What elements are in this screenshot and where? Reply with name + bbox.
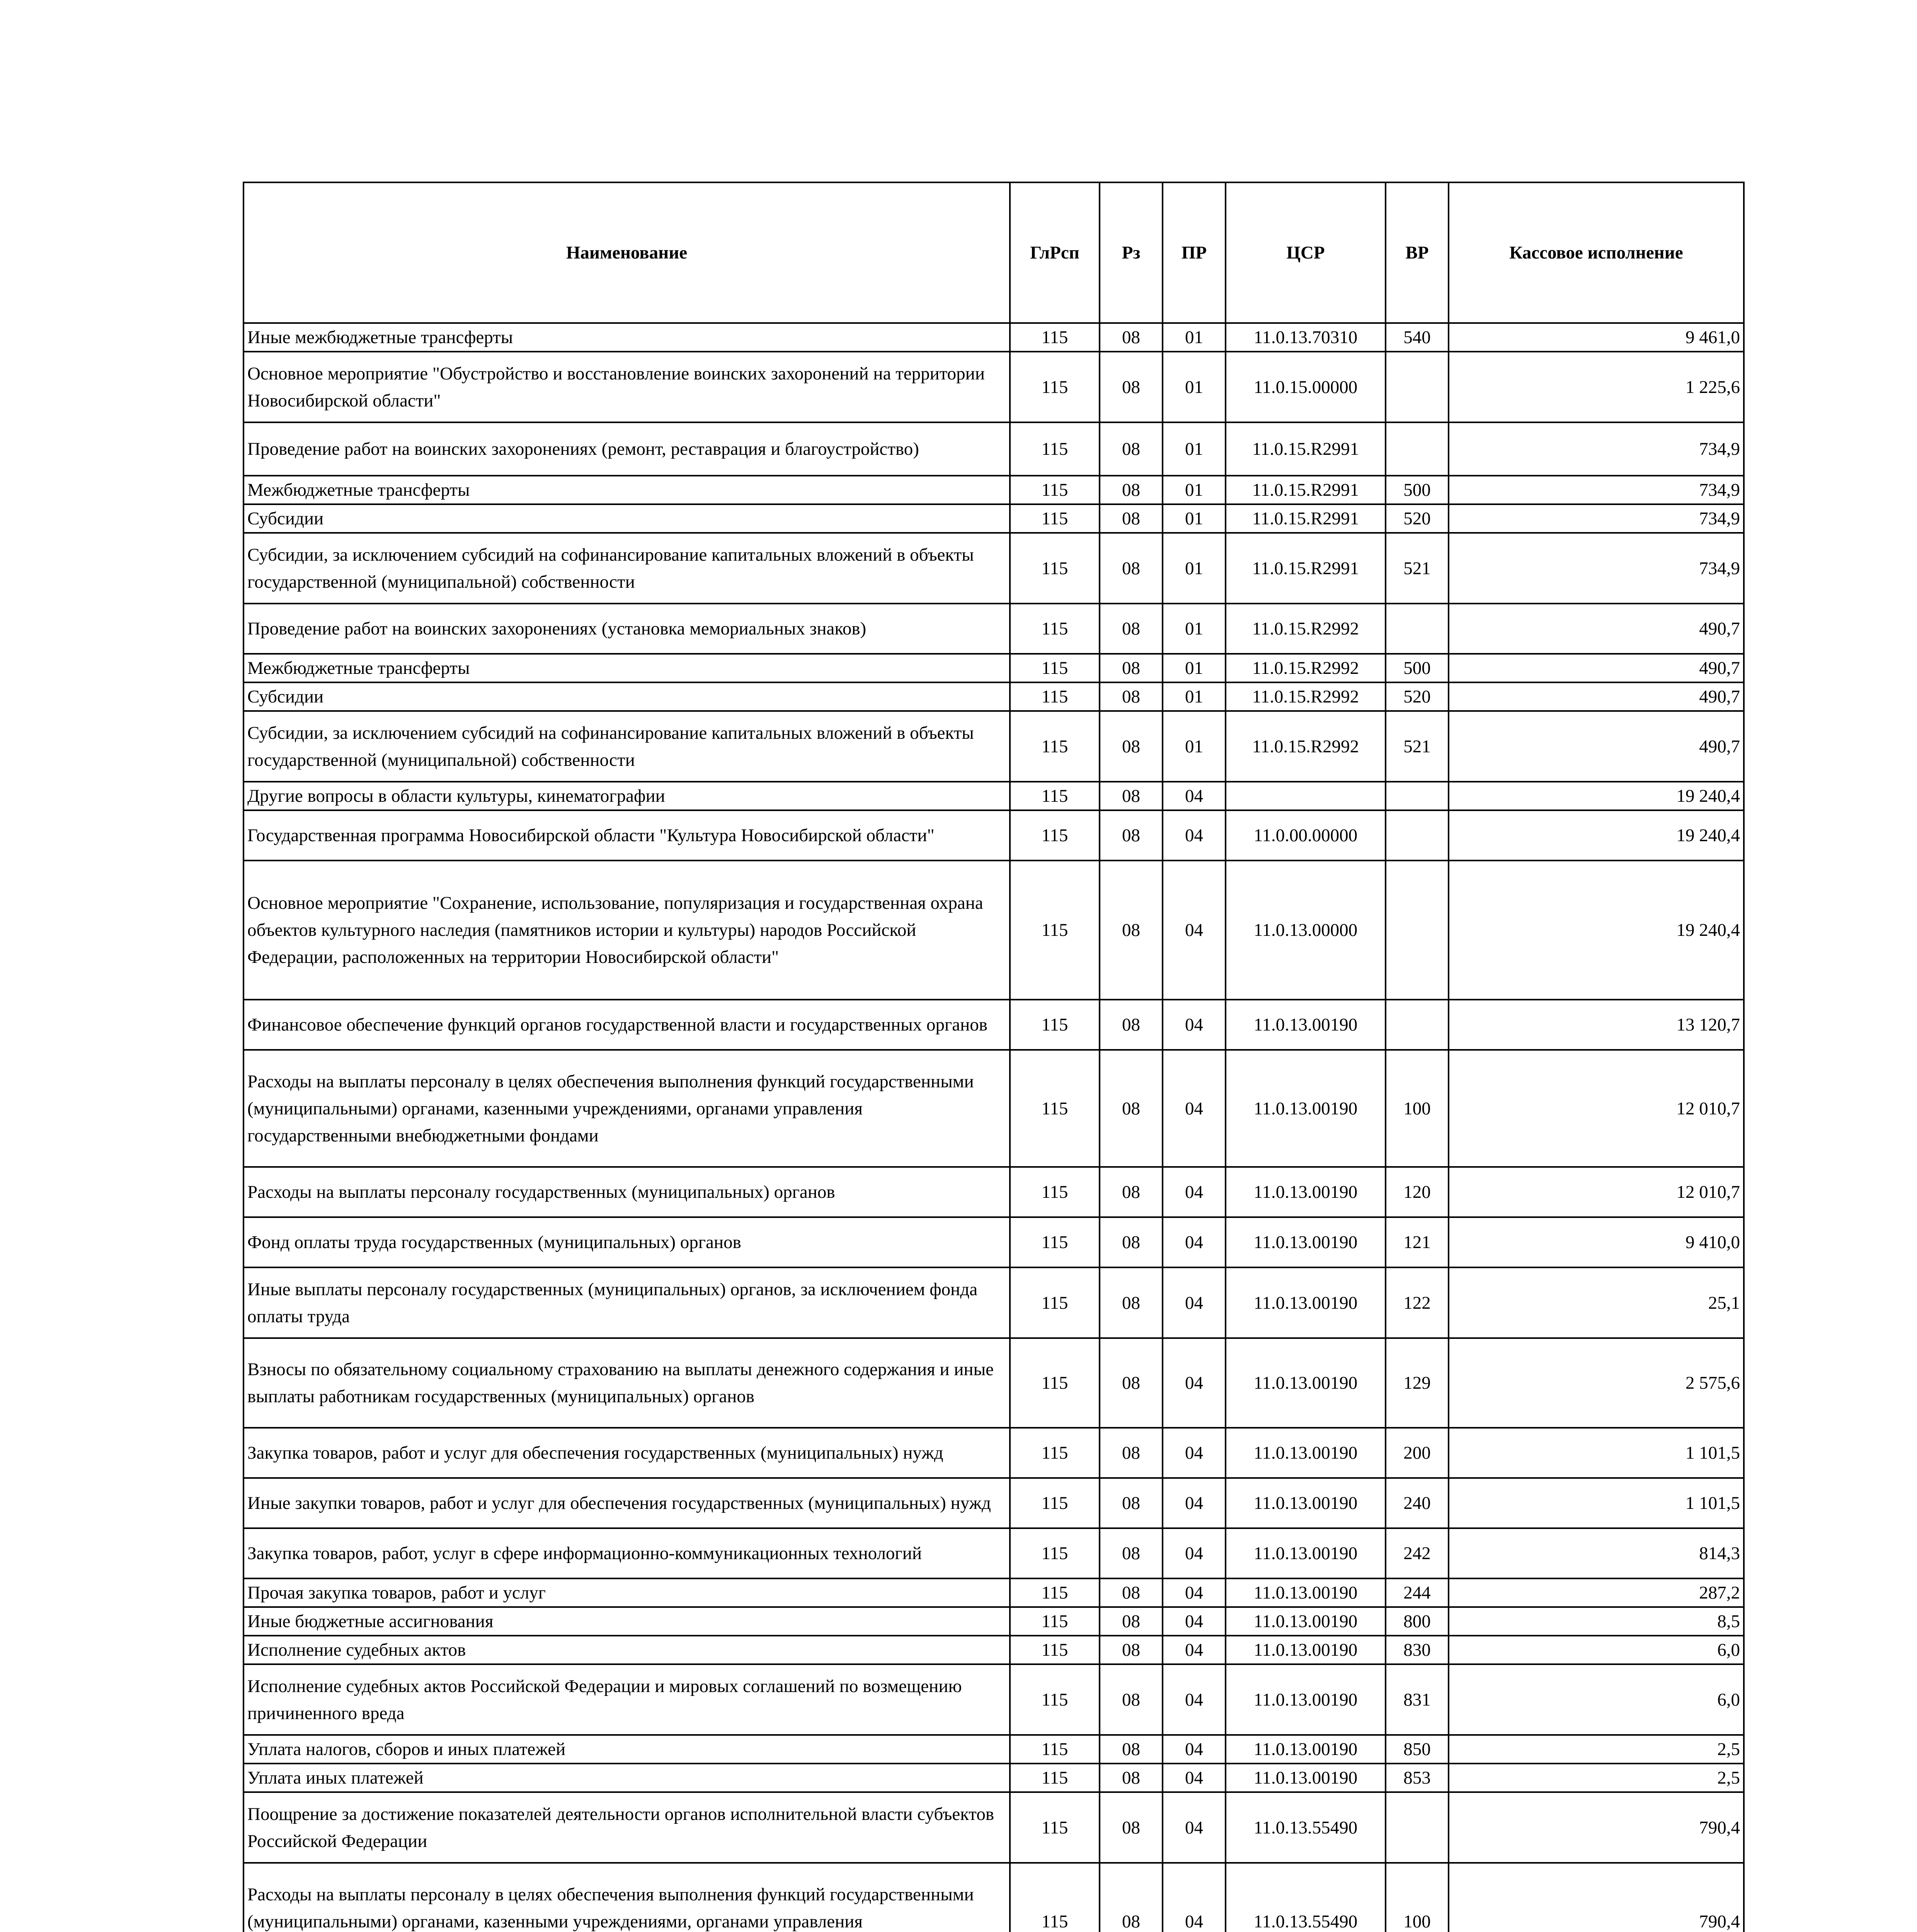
header-pr: ПР: [1163, 182, 1226, 323]
cell-rz: 08: [1100, 1764, 1163, 1792]
cell-glrsp: 115: [1010, 476, 1100, 504]
cell-rz: 08: [1100, 476, 1163, 504]
cell-rz: 08: [1100, 1217, 1163, 1267]
cell-pr: 01: [1163, 476, 1226, 504]
table-row: [243, 1000, 1744, 1050]
cell-pr: 04: [1163, 861, 1226, 1000]
cell-vr: 200: [1386, 1428, 1449, 1478]
table-row: [243, 861, 1744, 1000]
cell-csr: 11.0.15.R2992: [1226, 711, 1386, 782]
cell-vr: 120: [1386, 1167, 1449, 1217]
table-row: [243, 476, 1744, 504]
cell-rz: 08: [1100, 1267, 1163, 1338]
cell-amount: 2 575,6: [1449, 1338, 1744, 1428]
cell-pr: 04: [1163, 1764, 1226, 1792]
cell-amount: 1 101,5: [1449, 1428, 1744, 1478]
budget-table: [243, 182, 1745, 1932]
cell-name: Основное мероприятие "Сохранение, использование, популяризация и государственная охрана объектов культурного наследия (памятников истории и культуры) народов Российской Федерации, расположенных на территории Новосибирской области": [243, 861, 1010, 1000]
cell-pr: 04: [1163, 1792, 1226, 1863]
cell-glrsp: 115: [1010, 1338, 1100, 1428]
table-row: [243, 323, 1744, 352]
cell-csr: 11.0.13.55490: [1226, 1863, 1386, 1932]
cell-pr: 04: [1163, 1217, 1226, 1267]
table-row: [243, 352, 1744, 422]
cell-csr: 11.0.13.00190: [1226, 1764, 1386, 1792]
cell-rz: 08: [1100, 1000, 1163, 1050]
cell-pr: 04: [1163, 1267, 1226, 1338]
cell-amount: 1 225,6: [1449, 352, 1744, 422]
cell-rz: 08: [1100, 711, 1163, 782]
cell-vr: 121: [1386, 1217, 1449, 1267]
cell-vr: 540: [1386, 323, 1449, 352]
cell-pr: 01: [1163, 711, 1226, 782]
cell-csr: 11.0.15.R2992: [1226, 604, 1386, 654]
cell-rz: 08: [1100, 352, 1163, 422]
cell-amount: 490,7: [1449, 711, 1744, 782]
cell-amount: 1 101,5: [1449, 1478, 1744, 1528]
cell-csr: 11.0.15.R2991: [1226, 533, 1386, 604]
cell-rz: 08: [1100, 533, 1163, 604]
table-row: [243, 782, 1744, 810]
cell-csr: 11.0.13.00190: [1226, 1050, 1386, 1167]
header-csr: ЦСР: [1226, 182, 1386, 323]
table-row: [243, 1338, 1744, 1428]
cell-rz: 08: [1100, 810, 1163, 861]
cell-glrsp: 115: [1010, 1050, 1100, 1167]
cell-csr: 11.0.15.R2991: [1226, 504, 1386, 533]
cell-rz: 08: [1100, 1478, 1163, 1528]
cell-pr: 01: [1163, 604, 1226, 654]
cell-glrsp: 115: [1010, 861, 1100, 1000]
cell-glrsp: 115: [1010, 782, 1100, 810]
cell-rz: 08: [1100, 654, 1163, 682]
cell-csr: 11.0.13.00190: [1226, 1735, 1386, 1764]
table-row: [243, 422, 1744, 476]
table-header-row: [243, 182, 1744, 323]
cell-glrsp: 115: [1010, 1478, 1100, 1528]
cell-pr: 04: [1163, 1578, 1226, 1607]
cell-rz: 08: [1100, 1607, 1163, 1636]
cell-csr: 11.0.13.00190: [1226, 1428, 1386, 1478]
table-row: [243, 1792, 1744, 1863]
cell-amount: 790,4: [1449, 1792, 1744, 1863]
table-row: [243, 504, 1744, 533]
cell-name: Проведение работ на воинских захоронениях (ремонт, реставрация и благоустройство): [243, 422, 1010, 476]
cell-name: Уплата иных платежей: [243, 1764, 1010, 1792]
cell-name: Закупка товаров, работ и услуг для обеспечения государственных (муниципальных) нужд: [243, 1428, 1010, 1478]
cell-pr: 04: [1163, 1607, 1226, 1636]
table-row: [243, 533, 1744, 604]
cell-csr: 11.0.15.00000: [1226, 352, 1386, 422]
cell-vr: [1386, 782, 1449, 810]
cell-csr: 11.0.13.00190: [1226, 1267, 1386, 1338]
cell-glrsp: 115: [1010, 1664, 1100, 1735]
cell-name: Другие вопросы в области культуры, кинематографии: [243, 782, 1010, 810]
table-row: [243, 1764, 1744, 1792]
cell-csr: 11.0.13.00190: [1226, 1217, 1386, 1267]
cell-amount: 6,0: [1449, 1636, 1744, 1664]
cell-name: Основное мероприятие "Обустройство и восстановление воинских захоронений на территории Новосибирской области": [243, 352, 1010, 422]
cell-rz: 08: [1100, 504, 1163, 533]
cell-pr: 04: [1163, 1863, 1226, 1932]
cell-name: Межбюджетные трансферты: [243, 654, 1010, 682]
cell-amount: 734,9: [1449, 422, 1744, 476]
cell-vr: 520: [1386, 504, 1449, 533]
cell-amount: 2,5: [1449, 1735, 1744, 1764]
cell-pr: 04: [1163, 1478, 1226, 1528]
cell-glrsp: 115: [1010, 323, 1100, 352]
cell-name: Межбюджетные трансферты: [243, 476, 1010, 504]
cell-amount: 19 240,4: [1449, 782, 1744, 810]
table-row: [243, 682, 1744, 711]
table-row: [243, 1217, 1744, 1267]
table-row: [243, 604, 1744, 654]
cell-pr: 01: [1163, 504, 1226, 533]
cell-glrsp: 115: [1010, 711, 1100, 782]
cell-vr: [1386, 861, 1449, 1000]
cell-glrsp: 115: [1010, 1735, 1100, 1764]
table-row: [243, 1607, 1744, 1636]
cell-rz: 08: [1100, 604, 1163, 654]
table-row: [243, 1578, 1744, 1607]
header-name: Наименование: [243, 182, 1010, 323]
cell-csr: 11.0.13.00190: [1226, 1664, 1386, 1735]
table-row: [243, 1636, 1744, 1664]
cell-glrsp: 115: [1010, 352, 1100, 422]
cell-vr: [1386, 604, 1449, 654]
cell-amount: 2,5: [1449, 1764, 1744, 1792]
cell-csr: 11.0.13.00190: [1226, 1636, 1386, 1664]
cell-amount: 790,4: [1449, 1863, 1744, 1932]
cell-amount: 8,5: [1449, 1607, 1744, 1636]
cell-pr: 04: [1163, 810, 1226, 861]
cell-pr: 04: [1163, 1050, 1226, 1167]
cell-rz: 08: [1100, 1050, 1163, 1167]
cell-rz: 08: [1100, 422, 1163, 476]
cell-vr: 850: [1386, 1735, 1449, 1764]
cell-name: Исполнение судебных актов: [243, 1636, 1010, 1664]
cell-glrsp: 115: [1010, 1167, 1100, 1217]
cell-rz: 08: [1100, 1863, 1163, 1932]
cell-amount: 19 240,4: [1449, 861, 1744, 1000]
cell-name: Субсидии, за исключением субсидий на софинансирование капитальных вложений в объекты государственной (муниципальной) собственности: [243, 533, 1010, 604]
cell-amount: 12 010,7: [1449, 1050, 1744, 1167]
cell-glrsp: 115: [1010, 422, 1100, 476]
cell-amount: 490,7: [1449, 604, 1744, 654]
cell-pr: 01: [1163, 654, 1226, 682]
cell-pr: 04: [1163, 1636, 1226, 1664]
cell-vr: 100: [1386, 1863, 1449, 1932]
cell-csr: 11.0.13.00190: [1226, 1528, 1386, 1578]
cell-glrsp: 115: [1010, 1000, 1100, 1050]
cell-vr: 129: [1386, 1338, 1449, 1428]
cell-amount: 490,7: [1449, 682, 1744, 711]
cell-vr: 122: [1386, 1267, 1449, 1338]
cell-rz: 08: [1100, 1664, 1163, 1735]
cell-name: Фонд оплаты труда государственных (муниципальных) органов: [243, 1217, 1010, 1267]
cell-name: Прочая закупка товаров, работ и услуг: [243, 1578, 1010, 1607]
cell-vr: 242: [1386, 1528, 1449, 1578]
cell-rz: 08: [1100, 1578, 1163, 1607]
cell-csr: 11.0.00.00000: [1226, 810, 1386, 861]
header-vr: ВР: [1386, 182, 1449, 323]
table-row: [243, 711, 1744, 782]
table-body: [243, 323, 1744, 1932]
cell-name: Уплата налогов, сборов и иных платежей: [243, 1735, 1010, 1764]
cell-name: Субсидии, за исключением субсидий на софинансирование капитальных вложений в объекты государственной (муниципальной) собственности: [243, 711, 1010, 782]
cell-name: Исполнение судебных актов Российской Федерации и мировых соглашений по возмещению причиненного вреда: [243, 1664, 1010, 1735]
cell-rz: 08: [1100, 1338, 1163, 1428]
cell-vr: 521: [1386, 533, 1449, 604]
cell-pr: 01: [1163, 352, 1226, 422]
cell-glrsp: 115: [1010, 1863, 1100, 1932]
cell-name: Проведение работ на воинских захоронениях (установка мемориальных знаков): [243, 604, 1010, 654]
cell-vr: 831: [1386, 1664, 1449, 1735]
cell-rz: 08: [1100, 1636, 1163, 1664]
cell-name: Закупка товаров, работ, услуг в сфере информационно-коммуникационных технологий: [243, 1528, 1010, 1578]
cell-csr: 11.0.15.R2991: [1226, 476, 1386, 504]
cell-glrsp: 115: [1010, 1267, 1100, 1338]
cell-glrsp: 115: [1010, 654, 1100, 682]
cell-name: Государственная программа Новосибирской области "Культура Новосибирской области": [243, 810, 1010, 861]
cell-csr: 11.0.13.00190: [1226, 1578, 1386, 1607]
table-row: [243, 1478, 1744, 1528]
cell-pr: 04: [1163, 1528, 1226, 1578]
cell-glrsp: 115: [1010, 1217, 1100, 1267]
cell-glrsp: 115: [1010, 810, 1100, 861]
cell-rz: 08: [1100, 1792, 1163, 1863]
cell-pr: 04: [1163, 1428, 1226, 1478]
cell-vr: 853: [1386, 1764, 1449, 1792]
cell-name: Расходы на выплаты персоналу в целях обеспечения выполнения функций государственными (муниципальными) органами, казенными учреждениями, органами управления: [243, 1863, 1010, 1932]
cell-glrsp: 115: [1010, 1428, 1100, 1478]
table-row: [243, 1528, 1744, 1578]
table-row: [243, 1863, 1744, 1932]
cell-pr: 04: [1163, 782, 1226, 810]
cell-csr: 11.0.13.00000: [1226, 861, 1386, 1000]
cell-amount: 9 461,0: [1449, 323, 1744, 352]
cell-amount: 13 120,7: [1449, 1000, 1744, 1050]
cell-pr: 04: [1163, 1735, 1226, 1764]
cell-amount: 287,2: [1449, 1578, 1744, 1607]
cell-name: Расходы на выплаты персоналу в целях обеспечения выполнения функций государственными (муниципальными) органами, казенными учреждениями, органами управления государственными внебюджетными фондами: [243, 1050, 1010, 1167]
cell-csr: 11.0.15.R2991: [1226, 422, 1386, 476]
cell-vr: 244: [1386, 1578, 1449, 1607]
cell-rz: 08: [1100, 323, 1163, 352]
cell-glrsp: 115: [1010, 533, 1100, 604]
cell-amount: 814,3: [1449, 1528, 1744, 1578]
cell-rz: 08: [1100, 1167, 1163, 1217]
cell-csr: 11.0.13.00190: [1226, 1607, 1386, 1636]
cell-amount: 9 410,0: [1449, 1217, 1744, 1267]
cell-vr: 521: [1386, 711, 1449, 782]
cell-name: Взносы по обязательному социальному страхованию на выплаты денежного содержания и иные выплаты работникам государственных (муниципальных) органов: [243, 1338, 1010, 1428]
header-glrsp: ГлРсп: [1010, 182, 1100, 323]
cell-amount: 12 010,7: [1449, 1167, 1744, 1217]
cell-vr: [1386, 1000, 1449, 1050]
cell-rz: 08: [1100, 682, 1163, 711]
cell-vr: 800: [1386, 1607, 1449, 1636]
cell-glrsp: 115: [1010, 682, 1100, 711]
cell-csr: 11.0.13.00190: [1226, 1167, 1386, 1217]
table-row: [243, 1428, 1744, 1478]
cell-pr: 01: [1163, 323, 1226, 352]
cell-pr: 04: [1163, 1167, 1226, 1217]
cell-name: Иные бюджетные ассигнования: [243, 1607, 1010, 1636]
cell-pr: 04: [1163, 1000, 1226, 1050]
table-row: [243, 654, 1744, 682]
cell-csr: 11.0.13.00190: [1226, 1000, 1386, 1050]
table-row: [243, 1050, 1744, 1167]
header-rz: Рз: [1100, 182, 1163, 323]
cell-csr: 11.0.13.00190: [1226, 1478, 1386, 1528]
cell-pr: 01: [1163, 682, 1226, 711]
table-row: [243, 810, 1744, 861]
cell-name: Иные выплаты персоналу государственных (муниципальных) органов, за исключением фонда оплаты труда: [243, 1267, 1010, 1338]
cell-name: Иные межбюджетные трансферты: [243, 323, 1010, 352]
cell-csr: 11.0.13.55490: [1226, 1792, 1386, 1863]
header-amount: Кассовое исполнение: [1449, 182, 1744, 323]
cell-rz: 08: [1100, 1735, 1163, 1764]
cell-csr: [1226, 782, 1386, 810]
table-row: [243, 1735, 1744, 1764]
cell-amount: 734,9: [1449, 504, 1744, 533]
cell-glrsp: 115: [1010, 1636, 1100, 1664]
cell-pr: 01: [1163, 422, 1226, 476]
cell-name: Субсидии: [243, 504, 1010, 533]
cell-rz: 08: [1100, 861, 1163, 1000]
cell-rz: 08: [1100, 782, 1163, 810]
cell-glrsp: 115: [1010, 1528, 1100, 1578]
cell-csr: 11.0.13.00190: [1226, 1338, 1386, 1428]
cell-csr: 11.0.15.R2992: [1226, 654, 1386, 682]
table-row: [243, 1267, 1744, 1338]
cell-pr: 01: [1163, 533, 1226, 604]
cell-amount: 19 240,4: [1449, 810, 1744, 861]
cell-name: Расходы на выплаты персоналу государственных (муниципальных) органов: [243, 1167, 1010, 1217]
cell-vr: [1386, 422, 1449, 476]
cell-pr: 04: [1163, 1664, 1226, 1735]
cell-vr: [1386, 810, 1449, 861]
cell-vr: 520: [1386, 682, 1449, 711]
cell-pr: 04: [1163, 1338, 1226, 1428]
table-row: [243, 1167, 1744, 1217]
cell-name: Поощрение за достижение показателей деятельности органов исполнительной власти субъектов Российской Федерации: [243, 1792, 1010, 1863]
cell-vr: [1386, 352, 1449, 422]
cell-vr: 500: [1386, 476, 1449, 504]
cell-rz: 08: [1100, 1428, 1163, 1478]
cell-glrsp: 115: [1010, 1792, 1100, 1863]
cell-csr: 11.0.15.R2992: [1226, 682, 1386, 711]
cell-amount: 490,7: [1449, 654, 1744, 682]
cell-vr: 240: [1386, 1478, 1449, 1528]
cell-glrsp: 115: [1010, 604, 1100, 654]
cell-name: Иные закупки товаров, работ и услуг для обеспечения государственных (муниципальных) нужд: [243, 1478, 1010, 1528]
cell-csr: 11.0.13.70310: [1226, 323, 1386, 352]
cell-amount: 25,1: [1449, 1267, 1744, 1338]
cell-amount: 734,9: [1449, 533, 1744, 604]
cell-glrsp: 115: [1010, 504, 1100, 533]
cell-vr: 830: [1386, 1636, 1449, 1664]
cell-name: Финансовое обеспечение функций органов государственной власти и государственных органов: [243, 1000, 1010, 1050]
cell-name: Субсидии: [243, 682, 1010, 711]
cell-glrsp: 115: [1010, 1607, 1100, 1636]
table-row: [243, 1664, 1744, 1735]
cell-rz: 08: [1100, 1528, 1163, 1578]
cell-vr: 500: [1386, 654, 1449, 682]
cell-vr: 100: [1386, 1050, 1449, 1167]
cell-glrsp: 115: [1010, 1578, 1100, 1607]
cell-amount: 6,0: [1449, 1664, 1744, 1735]
cell-vr: [1386, 1792, 1449, 1863]
cell-amount: 734,9: [1449, 476, 1744, 504]
cell-glrsp: 115: [1010, 1764, 1100, 1792]
